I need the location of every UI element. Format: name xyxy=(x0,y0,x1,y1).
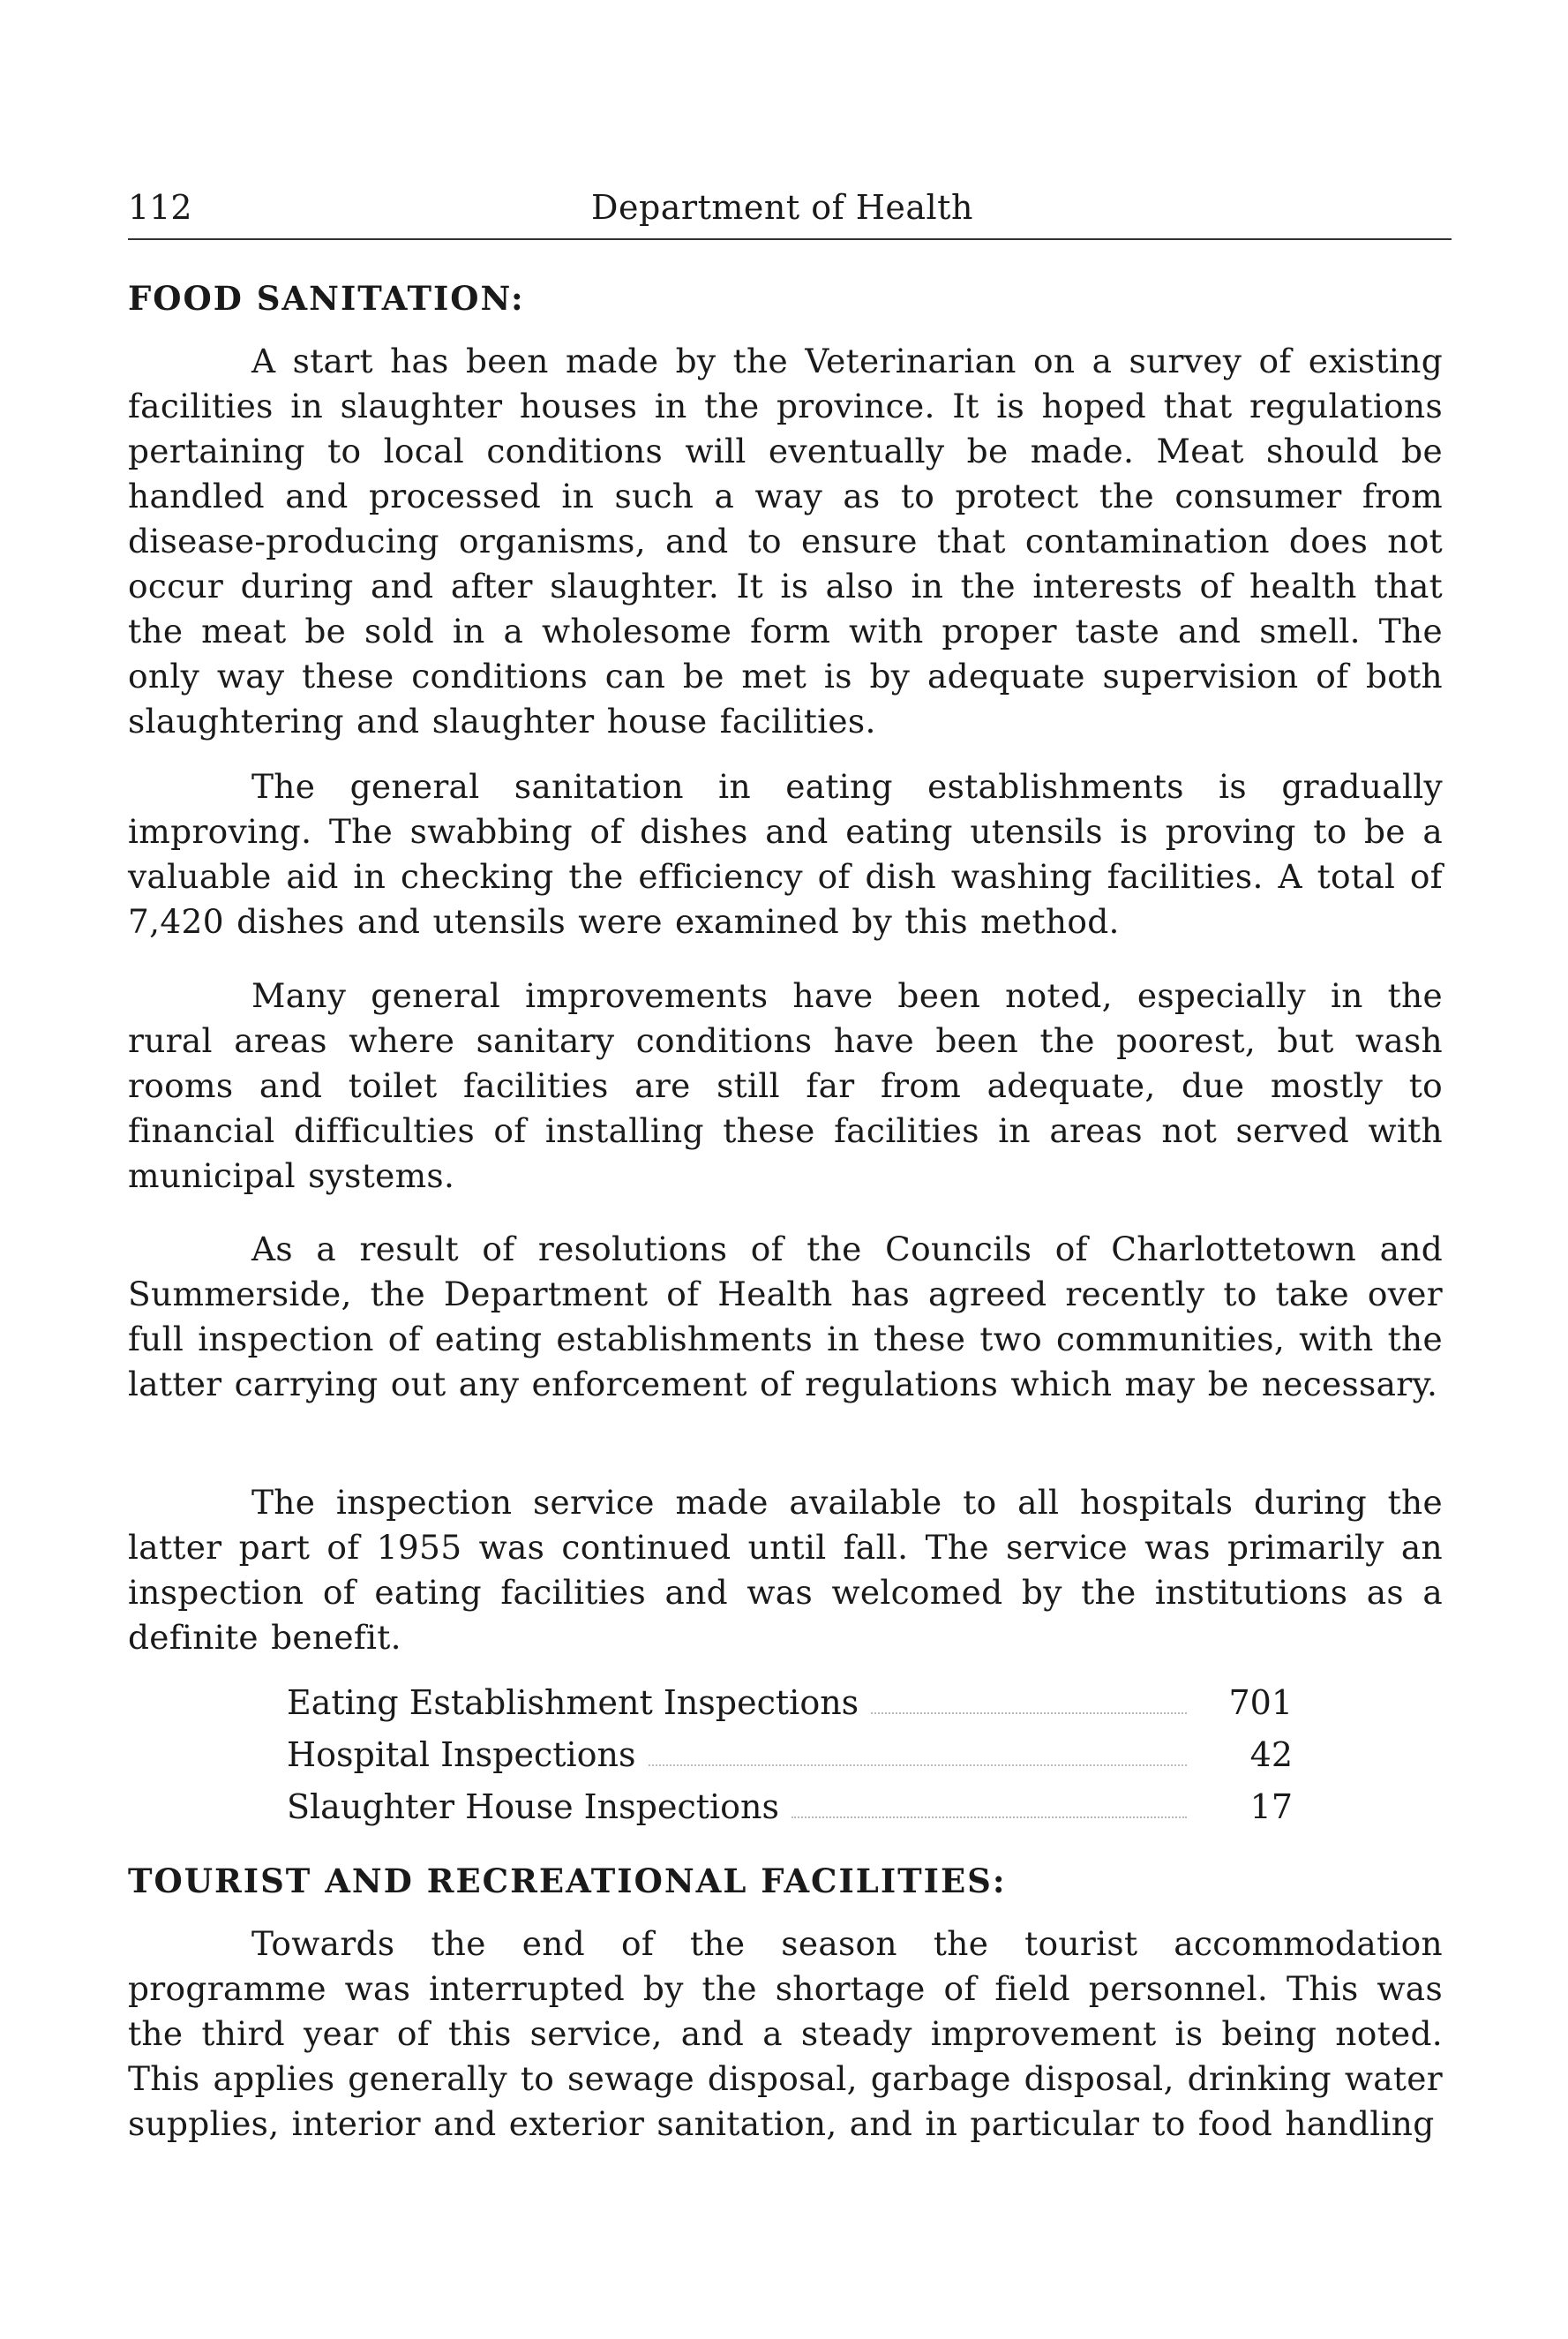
running-head xyxy=(128,181,1452,234)
paragraph: The inspection service made available to all hospitals during the latter part of 1955 was continued until fall. The service was primarily an inspection of eating facilities and was welcomed by the institutions as a definite benefit. xyxy=(128,1483,1443,1657)
running-title: Department of Health xyxy=(591,188,973,227)
table-row xyxy=(287,1677,1293,1729)
inspection-count: 701 xyxy=(1228,1683,1293,1722)
table-row xyxy=(287,1729,1293,1781)
dot-leader xyxy=(649,1764,1187,1766)
paragraph: As a result of resolutions of the Councils of Charlottetown and Summerside, the Department of Health has agreed recently to take over full inspection of eating establishments in these two communities, with the latter carrying out any enforcement of regulations which may be necessary. xyxy=(128,1230,1443,1403)
section-heading-tourist-facilities: TOURIST AND RECREATIONAL FACILITIES: xyxy=(128,1861,1007,1900)
paragraph: A start has been made by the Veterinarian on a survey of existing facilities in slaughter houses in the province. It is hoped that regulations pertaining to local conditions will eventually be made. Meat should be handled and processed in such a way as to protect the consumer from disease-producing organisms, and to ensure that contamination does not occur during and after slaughter. It is also in the interests of health that the meat be sold in a wholesome form with proper taste and smell. The only way these conditions can be met is by adequate supervision of both slaughtering and slaughter house facilities. xyxy=(128,342,1443,741)
inspection-label: Eating Establishment Inspections xyxy=(287,1683,859,1722)
dot-leader xyxy=(792,1816,1187,1818)
paragraph: Towards the end of the season the tourist accommodation programme was interrupted by the shortage of field personnel. This was the third year of this service, and a steady improvement is being noted. This applies generally to sewage disposal, garbage disposal, drinking water supplies, interior and exterior sanitation, and in particular to food handling xyxy=(128,1924,1443,2143)
page-number: 112 xyxy=(128,188,192,227)
inspection-summary-table xyxy=(287,1677,1293,1833)
dot-leader xyxy=(871,1712,1187,1714)
header-rule xyxy=(128,238,1452,240)
inspection-label: Hospital Inspections xyxy=(287,1735,636,1774)
inspection-label: Slaughter House Inspections xyxy=(287,1787,780,1826)
paragraph: The general sanitation in eating establishments is gradually improving. The swabbing of dishes and eating utensils is proving to be a valuable aid in checking the efficiency of dish washing facilities. A total of 7,420 dishes and utensils were examined by this method. xyxy=(128,767,1443,941)
inspection-count: 17 xyxy=(1249,1787,1293,1826)
inspection-count: 42 xyxy=(1249,1735,1293,1774)
table-row xyxy=(287,1781,1293,1833)
section-heading-food-sanitation: FOOD SANITATION: xyxy=(128,279,525,318)
paragraph: Many general improvements have been noted, especially in the rural areas where sanitary conditions have been the poorest, but wash rooms and toilet facilities are still far from adequate, due mostly to financial difficulties of installing these facilities in areas not served with municipal systems. xyxy=(128,976,1443,1195)
